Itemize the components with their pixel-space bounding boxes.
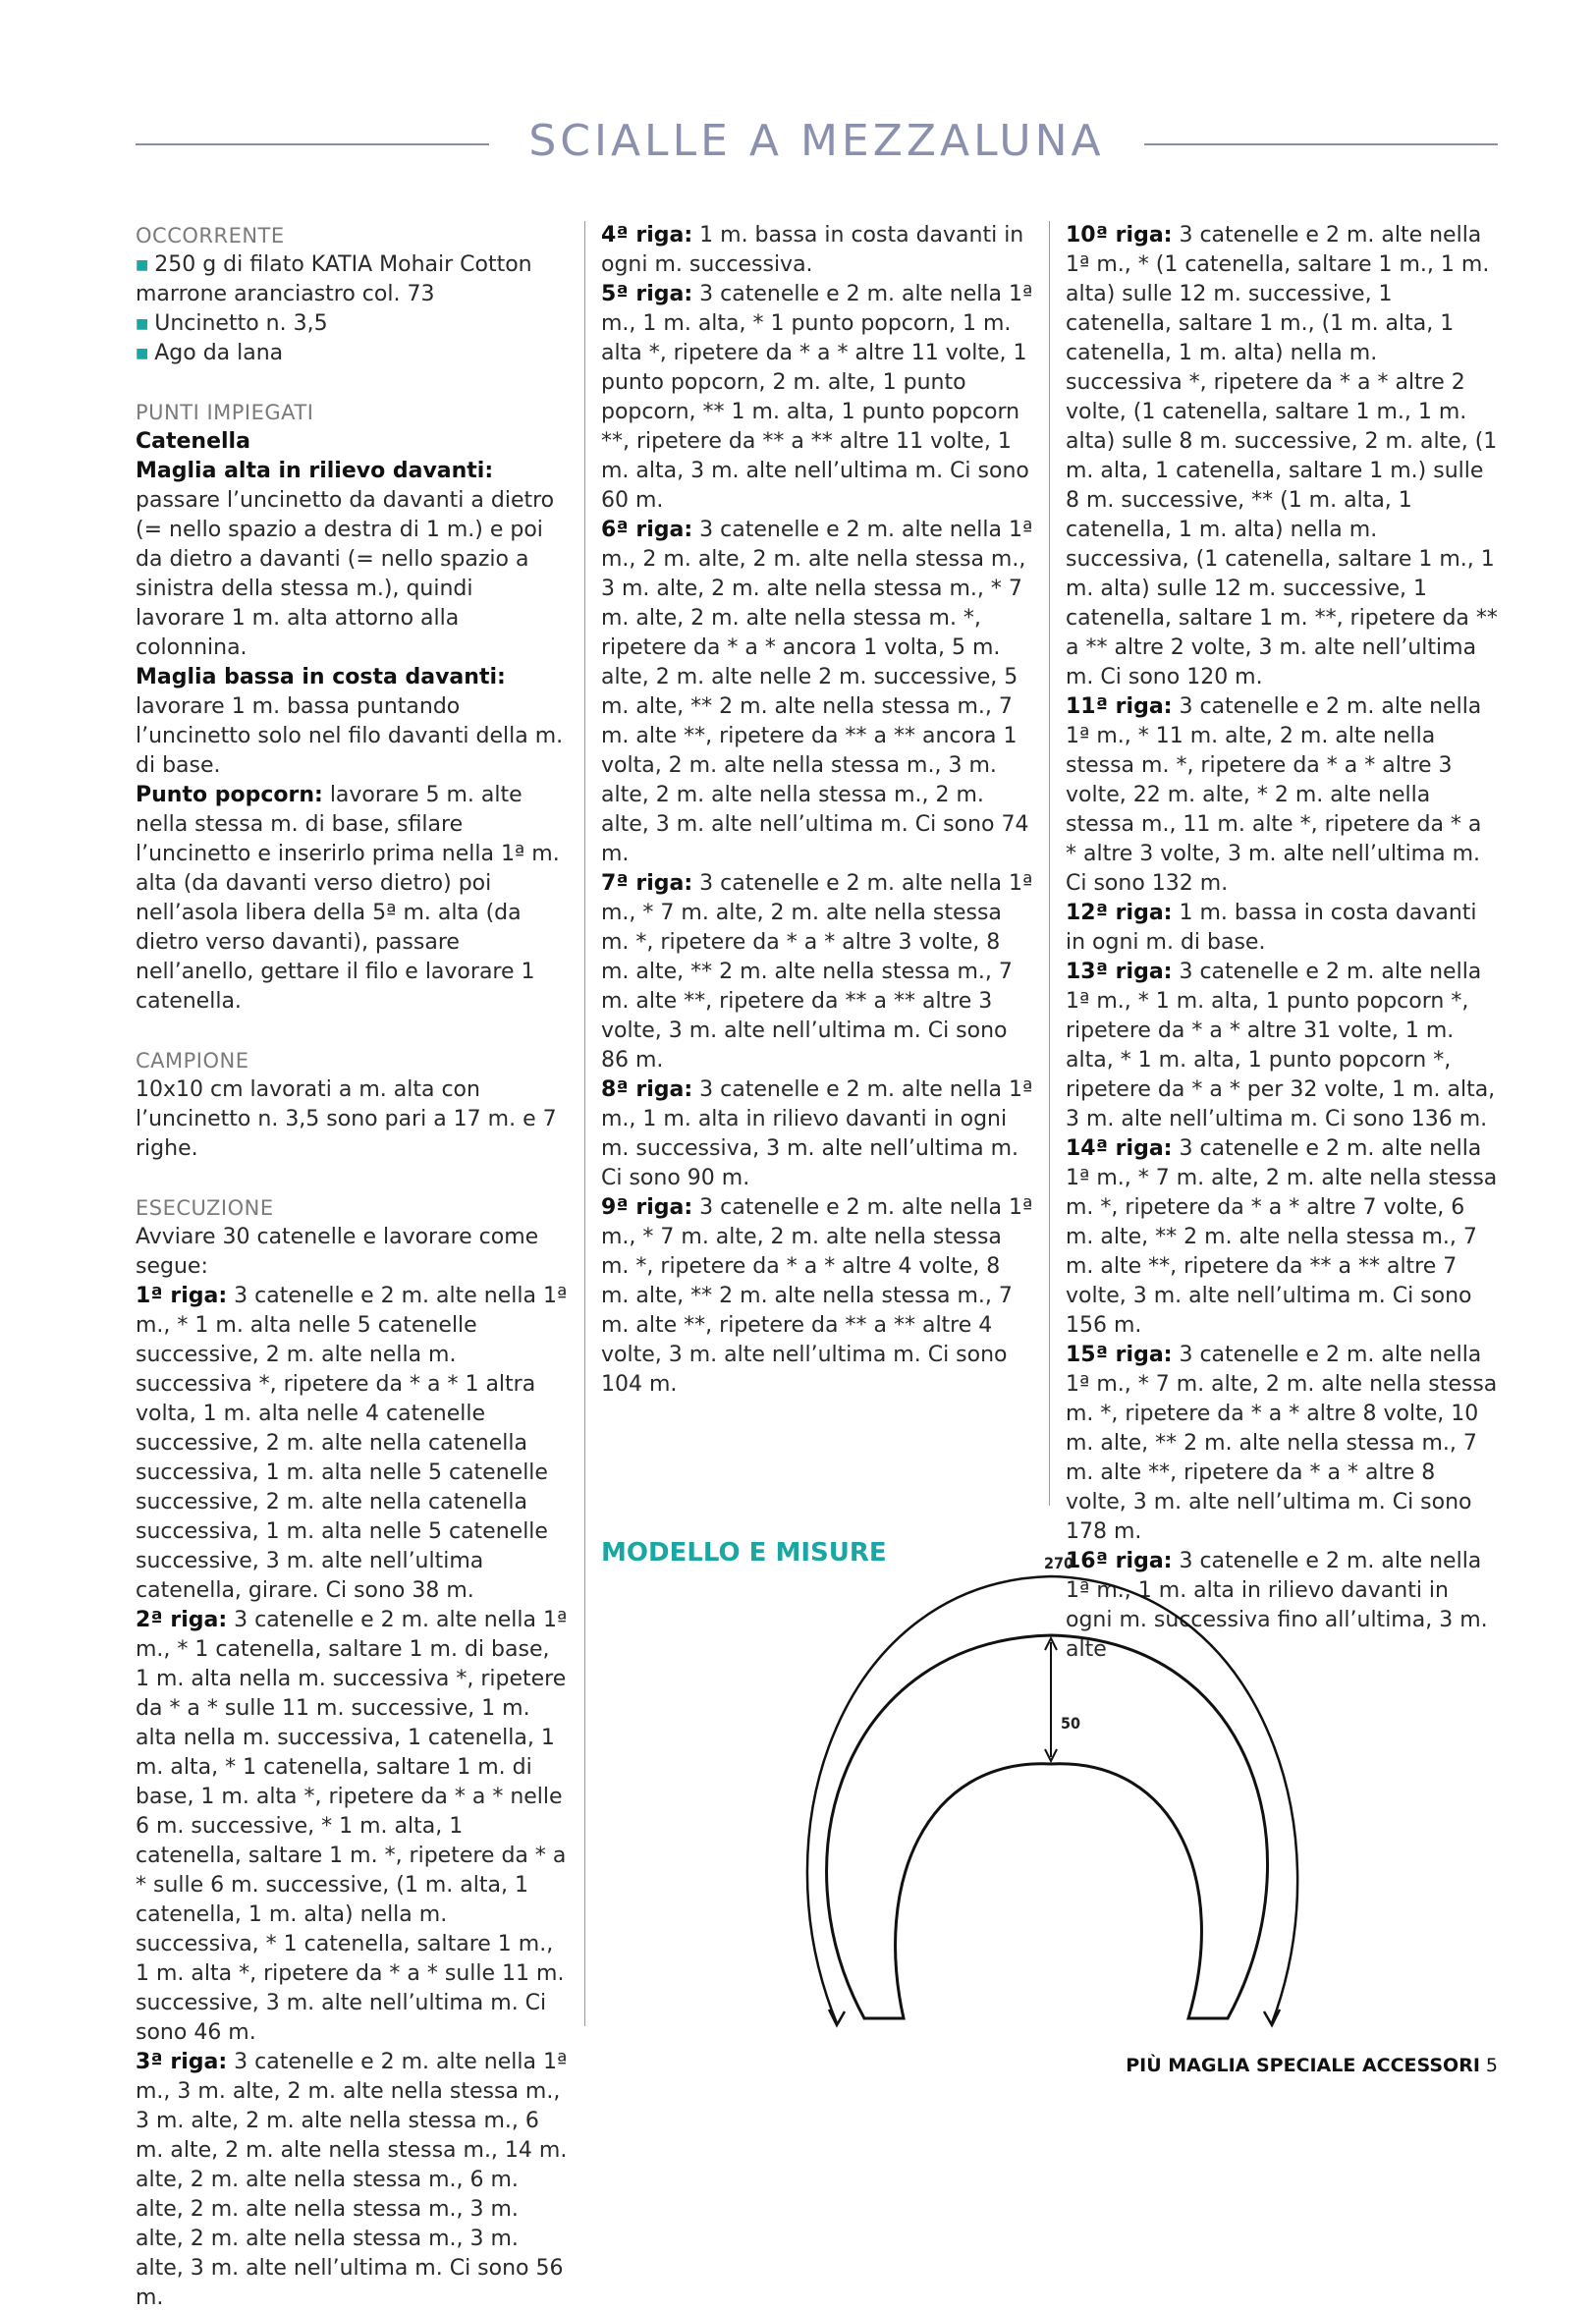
row-instruction: 13ª riga: 3 catenelle e 2 m. alte nella 1ª m., * 1 m. alta, 1 punto popcorn *, ripetere da * a * altre 31 volte, 1 m. alta, * 1 m. alta, 1 punto popcorn *, ripetere da * a * per 32 volte, 1 m. alta, 3 m. alte nell’ultima m. Ci sono 136 m. xyxy=(1066,960,1496,1131)
page-footer xyxy=(1126,2055,1498,2076)
stitch-catenella: Catenella xyxy=(136,429,250,454)
page-number: 5 xyxy=(1485,2055,1498,2076)
width-arrowhead-right xyxy=(1264,2010,1280,2025)
row-instruction: 2ª riga: 3 catenelle e 2 m. alte nella 1ª m., * 1 catenella, saltare 1 m. di base, 1 m. alta nella m. successiva *, ripetere da * a * sulle 11 m. successive, 1 m. alta nella m. successiva, 1 catenella, 1 m. alta, * 1 catenella, saltare 1 m. di base, 1 m. alta *, ripetere da * a * nelle 6 m. successive, * 1 m. alta, 1 catenella, saltare 1 m. *, ripetere da * a * sulle 6 m. successive, (1 m. alta, 1 catenella, 1 m. alta) nella m. successiva, * 1 catenella, saltare 1 m., 1 m. alta *, ripetere da * a * sulle 11 m. successive, 3 m. alte nell’ultima m. Ci sono 46 m. xyxy=(136,1608,568,2045)
row-instruction: 3ª riga: 3 catenelle e 2 m. alte nella 1ª m., 3 m. alte, 2 m. alte nella stessa m., 3 m. alte, 2 m. alte nella stessa m., 6 m. alte, 2 m. alte nella stessa m., 14 m. alte, 2 m. alte nella stessa m., 6 m. alte, 2 m. alte nella stessa m., 3 m. alte, 2 m. alte nella stessa m., 3 m. alte, 3 m. alte nell’ultima m. Ci sono 56 m. xyxy=(136,2050,568,2310)
row-instruction: 5ª riga: 3 catenelle e 2 m. alte nella 1ª m., 1 m. alta, * 1 punto popcorn, 1 m. alta *, ripetere da * a * altre 11 volte, 1 punto popcorn, 2 m. alte, 1 punto popcorn, ** 1 m. alta, 1 punto popcorn **, ripetere da ** a ** altre 11 volte, 1 m. alta, 3 m. alte nell’ultima m. Ci sono 60 m. xyxy=(601,282,1033,513)
row-instruction: 9ª riga: 3 catenelle e 2 m. alte nella 1ª m., * 7 m. alte, 2 m. alte nella stessa m. *, ripetere da * a * altre 4 volte, 8 m. alte, ** 2 m. alte nella stessa m., 7 m. alte **, ripetere da ** a ** altre 4 volte, 3 m. alte nell’ultima m. Ci sono 104 m. xyxy=(601,1195,1033,1397)
bullet-icon: ■ xyxy=(136,257,149,273)
section-heading-occorrente: OCCORRENTE xyxy=(136,224,285,248)
footer-publication: PIÙ MAGLIA SPECIALE ACCESSORI xyxy=(1126,2055,1480,2076)
row-instruction: 11ª riga: 3 catenelle e 2 m. alte nella 1ª m., * 11 m. alte, 2 m. alte nella stessa m. *, ripetere da * a * altre 3 volte, 22 m. alte, * 2 m. alte nella stessa m., 11 m. alte *, ripetere da * a * altre 3 volte, 3 m. alte nell’ultima m. Ci sono 132 m. xyxy=(1066,694,1482,896)
page-header xyxy=(136,116,1498,175)
row-instruction: 10ª riga: 3 catenelle e 2 m. alte nella 1ª m., * (1 catenella, saltare 1 m., 1 m. alta) sulle 12 m. successive, 1 catenella, saltare 1 m., (1 m. alta, 1 catenella, 1 m. alta) nella m. successiva *, ripetere da * a * altre 2 volte, (1 catenella, saltare 1 m., 1 m. alta) sulle 8 m. successive, 2 m. alte, (1 m. alta, 1 catenella, saltare 1 m.) sulle 8 m. successive, ** (1 m. alta, 1 catenella, 1 m. alta) nella m. successiva, (1 catenella, saltare 1 m., 1 m. alta) sulle 12 m. successive, 1 catenella, saltare 1 m. **, ripetere da ** a ** altre 2 volte, 3 m. alte nell’ultima m. Ci sono 120 m. xyxy=(1066,223,1498,689)
row-instruction: 1ª riga: 3 catenelle e 2 m. alte nella 1ª m., * 1 m. alta nelle 5 catenelle successive, 2 m. alte nella m. successiva *, ripetere da * a * 1 altra volta, 1 m. alta nelle 4 catenelle successive, 2 m. alte nella catenella successiva, 1 m. alta nelle 5 catenelle successive, 2 m. alte nella catenella successiva, 1 m. alta nelle 5 catenelle successive, 3 m. alte nell’ultima catenella, girare. Ci sono 38 m. xyxy=(136,1284,568,1603)
page-title: SCIALLE A MEZZALUNA xyxy=(528,116,1105,166)
row-instruction: 15ª riga: 3 catenelle e 2 m. alte nella 1ª m., * 7 m. alte, 2 m. alte nella stessa m. *, ripetere da * a * altre 8 volte, 10 m. alte, ** 2 m. alte nella stessa m., 7 m. alte **, ripetere da * a * altre 8 volte, 3 m. alte nell’ultima m. Ci sono 178 m. xyxy=(1066,1343,1498,1544)
section-heading-punti: PUNTI IMPIEGATI xyxy=(136,401,314,424)
width-arrowhead-left xyxy=(829,2010,845,2025)
section-heading-campione: CAMPIONE xyxy=(136,1049,249,1073)
instructions-intro: Avviare 30 catenelle e lavorare come segue: xyxy=(136,1225,539,1279)
row-instruction: 16ª riga: 3 catenelle e 2 m. alte nella 1ª m., 1 m. alta in rilievo davanti in ogni m. successiva fino all’ultima, 3 m. alte xyxy=(1066,1549,1488,1662)
stitch-definition: Maglia alta in rilievo davanti: passare l’uncinetto da davanti a dietro (= nello spazio a destra di 1 m.) e poi da dietro a davanti (= nello spazio a sinistra della stessa m.), quindi lavorare 1 m. alta attorno alla colonnina. xyxy=(136,459,555,660)
model-heading: MODELLO E MISURE xyxy=(601,1538,887,1568)
row-instruction: 7ª riga: 3 catenelle e 2 m. alte nella 1ª m., * 7 m. alte, 2 m. alte nella stessa m. *, ripetere da * a * altre 3 volte, 8 m. alte, ** 2 m. alte nella stessa m., 7 m. alte **, ripetere da ** a ** altre 3 volte, 3 m. alte nell’ultima m. Ci sono 86 m. xyxy=(601,871,1033,1073)
materials-item: ■ Ago da lana xyxy=(136,341,284,365)
row-instruction: 8ª riga: 3 catenelle e 2 m. alte nella 1ª m., 1 m. alta in rilievo davanti in ogni m. successiva, 3 m. alte nell’ultima m. Ci sono 90 m. xyxy=(601,1077,1033,1190)
materials-item: ■ 250 g di filato KATIA Mohair Cotton marrone aranciastro col. 73 xyxy=(136,252,532,306)
stitch-definition: Maglia bassa in costa davanti: lavorare 1 m. bassa puntando l’uncinetto solo nel filo davanti della m. di base. xyxy=(136,665,564,778)
row-instruction: 14ª riga: 3 catenelle e 2 m. alte nella 1ª m., * 7 m. alte, 2 m. alte nella stessa m. *, ripetere da * a * altre 7 volte, 6 m. alte, ** 2 m. alte nella stessa m., 7 m. alte **, ripetere da ** a ** altre 7 volte, 3 m. alte nell’ultima m. Ci sono 156 m. xyxy=(1066,1136,1498,1338)
width-label: 270 xyxy=(1044,1554,1074,1572)
bullet-icon: ■ xyxy=(136,346,149,361)
row-instruction: 4ª riga: 1 m. bassa in costa davanti in ogni m. successiva. xyxy=(601,223,1024,277)
height-label: 50 xyxy=(1061,1714,1081,1733)
stitch-definition: Punto popcorn: lavorare 5 m. alte nella stessa m. di base, sfilare l’uncinetto e inserirlo prima nella 1ª m. alta (da davanti verso dietro) poi nell’asola libera della 5ª m. alta (da dietro verso davanti), passare nell’anello, gettare il filo e lavorare 1 catenella. xyxy=(136,783,560,1014)
materials-item: ■ Uncinetto n. 3,5 xyxy=(136,311,328,336)
column-2 xyxy=(601,221,1033,1400)
row-instruction: 6ª riga: 3 catenelle e 2 m. alte nella 1ª m., 2 m. alte, 2 m. alte nella stessa m., 3 m. alte, 2 m. alte nella stessa m., * 7 m. alte, 2 m. alte nella stessa m. *, ripetere da * a * ancora 1 volta, 5 m. alte, 2 m. alte nelle 2 m. successive, 5 m. alte, ** 2 m. alte nella stessa m., 7 m. alte **, ripetere da ** a ** ancora 1 volta, 2 m. alte nella stessa m., 3 m. alte, 2 m. alte nella stessa m., 2 m. alte, 3 m. alte nell’ultima m. Ci sono 74 m. xyxy=(601,518,1033,866)
section-heading-esecuzione: ESECUZIONE xyxy=(136,1196,274,1220)
column-3 xyxy=(1066,221,1498,1665)
row-instruction: 12ª riga: 1 m. bassa in costa davanti in ogni m. di base. xyxy=(1066,901,1477,955)
column-1 xyxy=(136,221,568,2313)
shawl-outline xyxy=(827,1635,1268,2018)
header-rule-right xyxy=(1144,143,1498,145)
shawl-schematic xyxy=(766,1532,1316,2063)
bullet-icon: ■ xyxy=(136,316,149,332)
column-divider-2 xyxy=(1049,221,1050,1506)
gauge-text: 10x10 cm lavorati a m. alta con l’uncinetto n. 3,5 sono pari a 17 m. e 7 righe. xyxy=(136,1077,557,1161)
column-divider-1 xyxy=(584,221,585,2026)
